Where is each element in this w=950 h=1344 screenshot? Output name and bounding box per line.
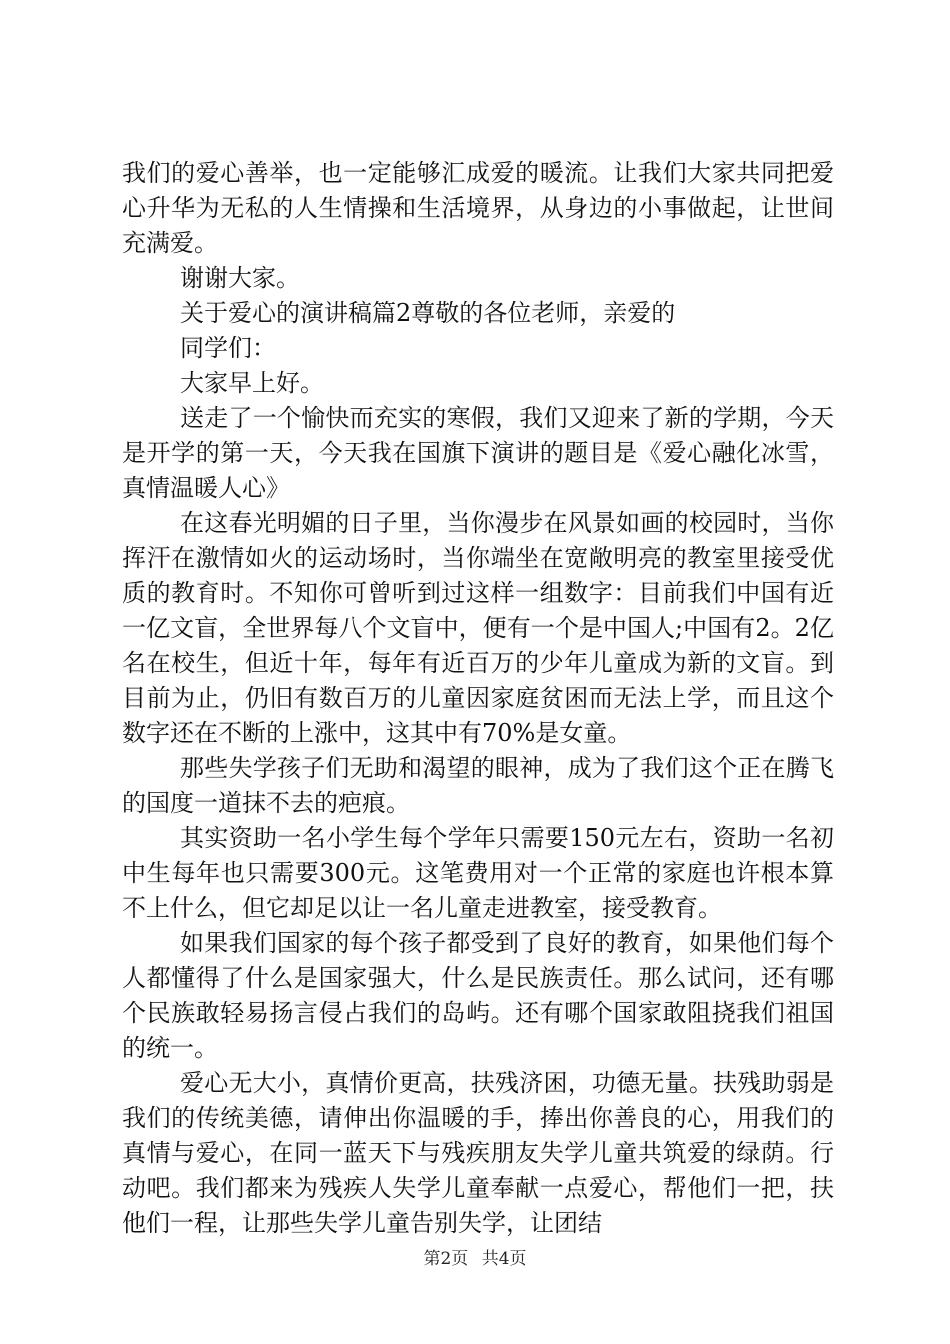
paragraph-10: 如果我们国家的每个孩子都受到了良好的教育，如果他们每个人都懂得了什么是国家强大，什么是民族责任。那么试问，还有哪个民族敢轻易扬言侵占我们的岛屿。还有哪个国家敢阻挠我们祖国的统一。 xyxy=(122,929,834,1062)
paragraph-2: 谢谢大家。 xyxy=(180,264,300,292)
paragraph-5: 大家早上好。 xyxy=(180,369,324,397)
paragraph-11: 爱心无大小，真情价更高，扶残济困，功德无量。扶残助弱是我们的传统美德，请伸出你温暖的手，捧出你善良的心，用我们的真情与爱心，在同一蓝天下与残疾朋友失学儿童共筑爱的绿荫。行动吧。我们都来为残疾人失学儿童奉献一点爱心，帮他们一把，扶他们一程，让那些失学儿童告别失学，让团结 xyxy=(122,1069,834,1237)
document-body xyxy=(122,156,834,1241)
page-number: 第2页 xyxy=(423,1249,469,1269)
page-total: 共4页 xyxy=(481,1249,527,1269)
page-footer xyxy=(0,1244,950,1269)
paragraph-3: 关于爱心的演讲稿篇2尊敬的各位老师，亲爱的 xyxy=(180,299,676,327)
paragraph-1: 我们的爱心善举，也一定能够汇成爱的暖流。让我们大家共同把爱心升华为无私的人生情操和生活境界，从身边的小事做起，让世间充满爱。 xyxy=(122,159,834,257)
paragraph-9: 其实资助一名小学生每个学年只需要150元左右，资助一名初中生每年也只需要300元。这笔费用对一个正常的家庭也许根本算不上什么，但它却足以让一名儿童走进教室，接受教育。 xyxy=(122,824,834,922)
paragraph-8: 那些失学孩子们无助和渴望的眼神，成为了我们这个正在腾飞的国度一道抹不去的疤痕。 xyxy=(122,754,834,817)
paragraph-7: 在这春光明媚的日子里，当你漫步在风景如画的校园时，当你挥汗在激情如火的运动场时，当你端坐在宽敞明亮的教室里接受优质的教育时。不知你可曾听到过这样一组数字：目前我们中国有近一亿文盲，全世界每八个文盲中，便有一个是中国人;中国有2。2亿名在校生，但近十年，每年有近百万的少年儿童成为新的文盲。到目前为止，仍旧有数百万的儿童因家庭贫困而无法上学，而且这个数字还在不断的上涨中，这其中有70%是女童。 xyxy=(122,509,834,747)
paragraph-6: 送走了一个愉快而充实的寒假，我们又迎来了新的学期，今天是开学的第一天，今天我在国旗下演讲的题目是《爱心融化冰雪，真情温暖人心》 xyxy=(122,404,834,502)
paragraph-4: 同学们： xyxy=(180,334,276,362)
